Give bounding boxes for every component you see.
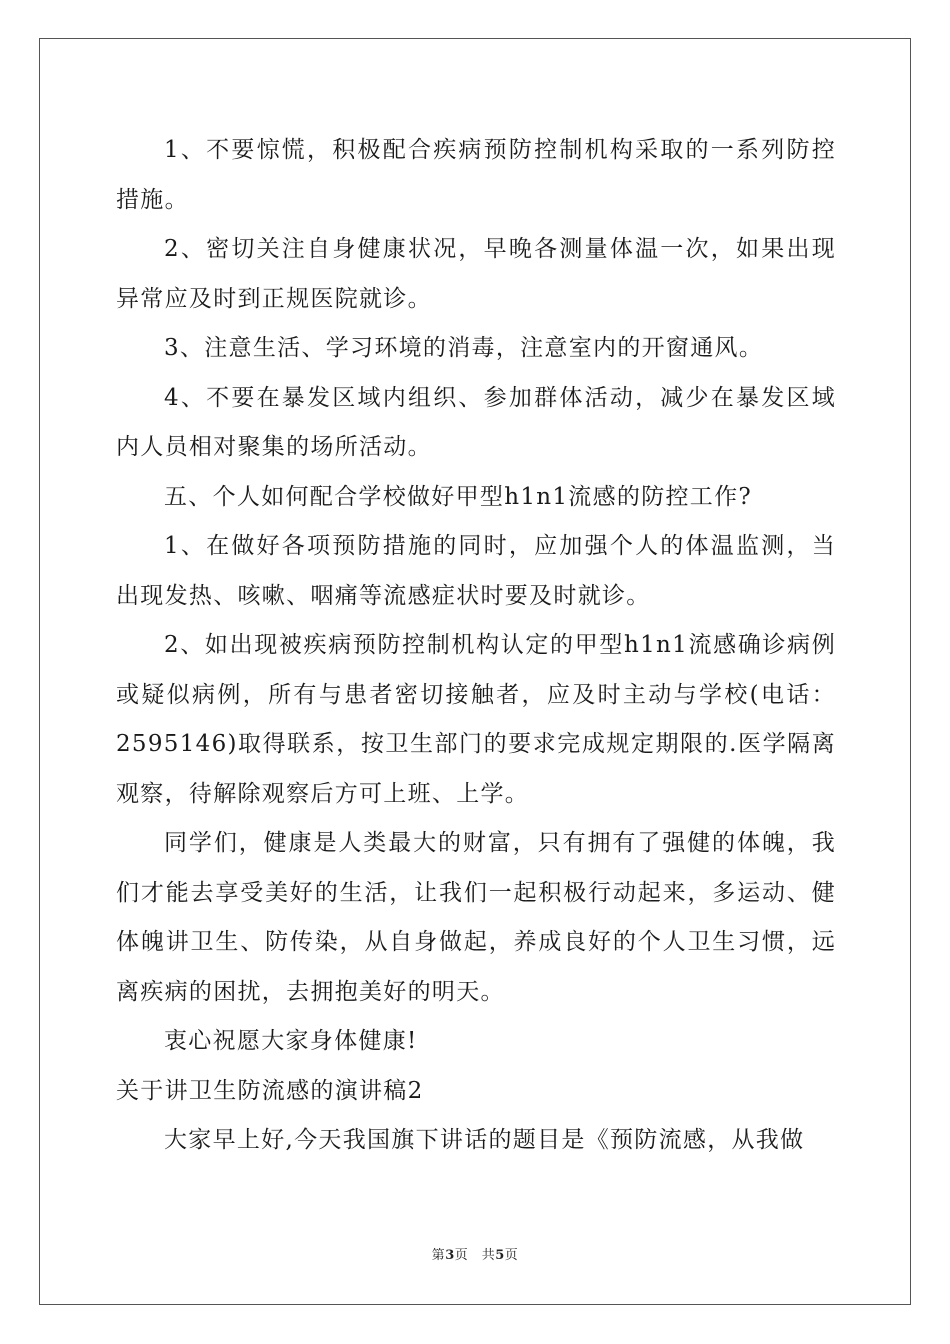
paragraph-measure-3: 3、注意生活、学习环境的消毒，注意室内的开窗通风。 xyxy=(164,335,764,361)
footer-page-mid: 页 共 xyxy=(454,1248,496,1263)
paragraph-cooperate-1: 1、在做好各项预防措施的同时，应加强个人的体温监测，当出现发热、咳嗽、咽痛等流感症状时要及时就诊。 xyxy=(116,533,836,609)
paragraph-measure-1: 1、不要惊慌，积极配合疾病预防控制机构采取的一系列防控措施。 xyxy=(116,137,836,213)
page-footer xyxy=(0,1244,950,1263)
footer-page-suffix: 页 xyxy=(504,1248,519,1263)
paragraph-speech-start: 大家早上好,今天我国旗下讲话的题目是《预防流感，从我做 xyxy=(164,1127,805,1153)
paragraph-measure-4: 4、不要在暴发区域内组织、参加群体活动，减少在暴发区域内人员相对聚集的场所活动。 xyxy=(116,384,836,460)
document-body xyxy=(116,126,836,1166)
section-title: 关于讲卫生防流感的演讲稿2 xyxy=(116,1077,424,1104)
section-question-5: 五、个人如何配合学校做好甲型h1n1流感的防控工作? xyxy=(164,483,753,510)
footer-page-current: 3 xyxy=(445,1248,455,1263)
paragraph-measure-2: 2、密切关注自身健康状况，早晚各测量体温一次，如果出现异常应及时到正规医院就诊。 xyxy=(116,236,836,312)
paragraph-cooperate-2: 2、如出现被疾病预防控制机构认定的甲型h1n1流感确诊病例或疑似病例，所有与患者密切接触者，应及时主动与学校(电话：2595146)取得联系，按卫生部门的要求完成规定期限的.医学隔离观察，待解除观察后方可上班、上学。 xyxy=(116,632,836,807)
footer-page-prefix: 第 xyxy=(431,1248,446,1263)
paragraph-wishes: 衷心祝愿大家身体健康! xyxy=(164,1028,418,1054)
footer-page-total: 5 xyxy=(495,1248,505,1263)
paragraph-closing: 同学们，健康是人类最大的财富，只有拥有了强健的体魄，我们才能去享受美好的生活，让我们一起积极行动起来，多运动、健体魄讲卫生、防传染，从自身做起，养成良好的个人卫生习惯，远离疾病的困扰，去拥抱美好的明天。 xyxy=(116,830,836,1005)
